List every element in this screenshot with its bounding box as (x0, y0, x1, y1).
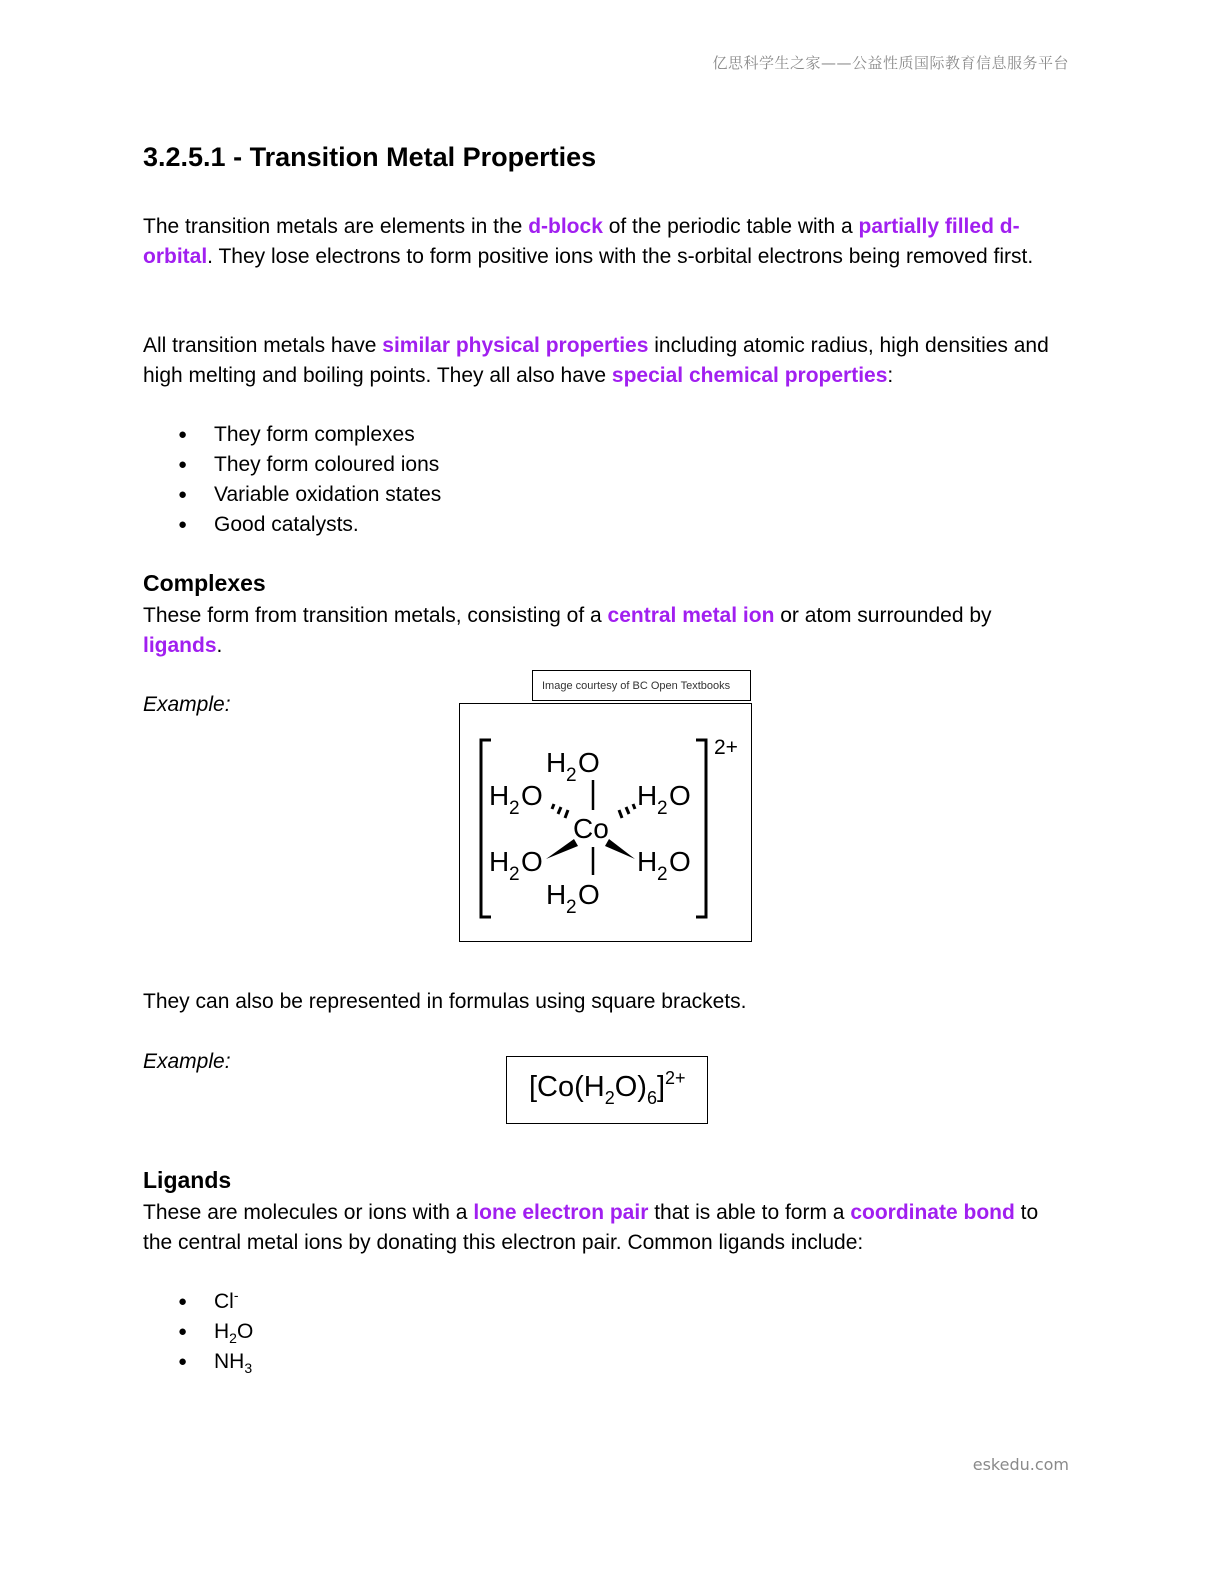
highlight-lone-electron-pair: lone electron pair (473, 1201, 649, 1224)
svg-text:H: H (546, 747, 567, 778)
intro-paragraph (143, 212, 1073, 272)
intro-text-2: of the periodic table with a (602, 215, 859, 238)
complex-charge: 2+ (714, 736, 738, 759)
svg-text:2: 2 (657, 798, 668, 819)
chemical-properties-list (143, 420, 441, 540)
right-bracket (696, 740, 706, 917)
list-item: ● They form complexes (143, 420, 441, 450)
highlight-central-metal-ion: central metal ion (607, 604, 775, 627)
page-title: 3.2.5.1 - Transition Metal Properties (143, 142, 597, 172)
wedge-bond-left (546, 839, 578, 859)
svg-text:O: O (521, 846, 543, 877)
svg-text:2: 2 (657, 864, 668, 885)
hashed-bond-left (552, 804, 568, 818)
wedge-bond-right (605, 839, 635, 859)
svg-text:H: H (637, 780, 658, 811)
list-item: ● Variable oxidation states (143, 480, 441, 510)
highlight-chemical-properties: special chemical properties (611, 364, 888, 387)
highlight-d-block: d-block (528, 215, 603, 238)
list-item: ● They form coloured ions (143, 450, 441, 480)
complexes-text-2: or atom surrounded by (774, 604, 992, 627)
octahedral-complex-svg (460, 704, 750, 940)
highlight-physical-properties: similar physical properties (382, 334, 649, 357)
svg-text:H: H (637, 846, 658, 877)
example-label-2: Example: (143, 1050, 231, 1073)
properties-text-3: : (887, 364, 894, 387)
ligands-text-2: that is able to form a (648, 1201, 851, 1224)
list-item: ● Good catalysts. (143, 510, 441, 540)
svg-text:H: H (489, 780, 510, 811)
hashed-bond-right (619, 804, 635, 818)
svg-text:H: H (546, 879, 567, 910)
properties-text-1: All transition metals have (143, 334, 383, 357)
svg-text:H: H (489, 846, 510, 877)
svg-text:O: O (669, 780, 691, 811)
svg-text:O: O (521, 780, 543, 811)
footer-site-text: eskedu.com (972, 1455, 1069, 1474)
highlight-partially-filled: partially filled d-orbital (143, 215, 1020, 268)
svg-text:2: 2 (509, 798, 520, 819)
svg-text:2: 2 (566, 765, 577, 786)
brackets-paragraph: They can also be represented in formulas using square brackets. (143, 990, 747, 1013)
svg-text:O: O (578, 747, 600, 778)
complexes-text-1: These form from transition metals, consisting of a (143, 604, 608, 627)
ligands-text-1: These are molecules or ions with a (143, 1201, 474, 1224)
svg-text:O: O (669, 846, 691, 877)
image-caption: Image courtesy of BC Open Textbooks (532, 670, 751, 701)
ligands-text-3: to the central metal ions by donating this electron pair. Common ligands include: (143, 1201, 1039, 1254)
ligand-upper-right (637, 780, 691, 819)
ligands-paragraph (143, 1198, 1073, 1258)
highlight-ligands: ligands (143, 634, 217, 657)
complexes-heading: Complexes (143, 570, 266, 596)
complexes-paragraph (143, 601, 1073, 661)
intro-text-3: . They lose electrons to form positive ions with the s-orbital electrons being removed first. (207, 245, 1034, 268)
list-item: ● $NH_3$ (143, 1347, 253, 1377)
complexes-text-3: . (216, 634, 223, 657)
svg-text:O: O (578, 879, 600, 910)
ligand-bottom (546, 879, 600, 918)
header-site-text: 亿思科学生之家——公益性质国际教育信息服务平台 (712, 54, 1069, 72)
properties-paragraph (143, 331, 1073, 391)
ligands-list (143, 1287, 253, 1377)
ligand-top (546, 747, 600, 786)
complex-structure-diagram (459, 703, 752, 942)
ligands-heading: Ligands (143, 1167, 232, 1193)
list-item: ● $H_2O$ (143, 1317, 253, 1347)
ligand-lower-right (637, 846, 691, 885)
example-label: Example: (143, 693, 231, 716)
intro-text-1: The transition metals are elements in the (143, 215, 529, 238)
properties-text-2: including atomic radius, high densities and high melting and boiling points. They all also have (143, 334, 1049, 387)
complex-formula: $[Co(H_2O)_6]^{2+}$ (506, 1056, 708, 1124)
left-bracket (481, 740, 491, 917)
ligand-lower-left (489, 846, 543, 885)
metal-symbol: Co (573, 813, 609, 844)
ligand-upper-left (489, 780, 543, 819)
list-item: ● Cl- (143, 1287, 253, 1317)
highlight-coordinate-bond: coordinate bond (850, 1201, 1015, 1224)
svg-text:2: 2 (509, 864, 520, 885)
svg-text:2: 2 (566, 897, 577, 918)
